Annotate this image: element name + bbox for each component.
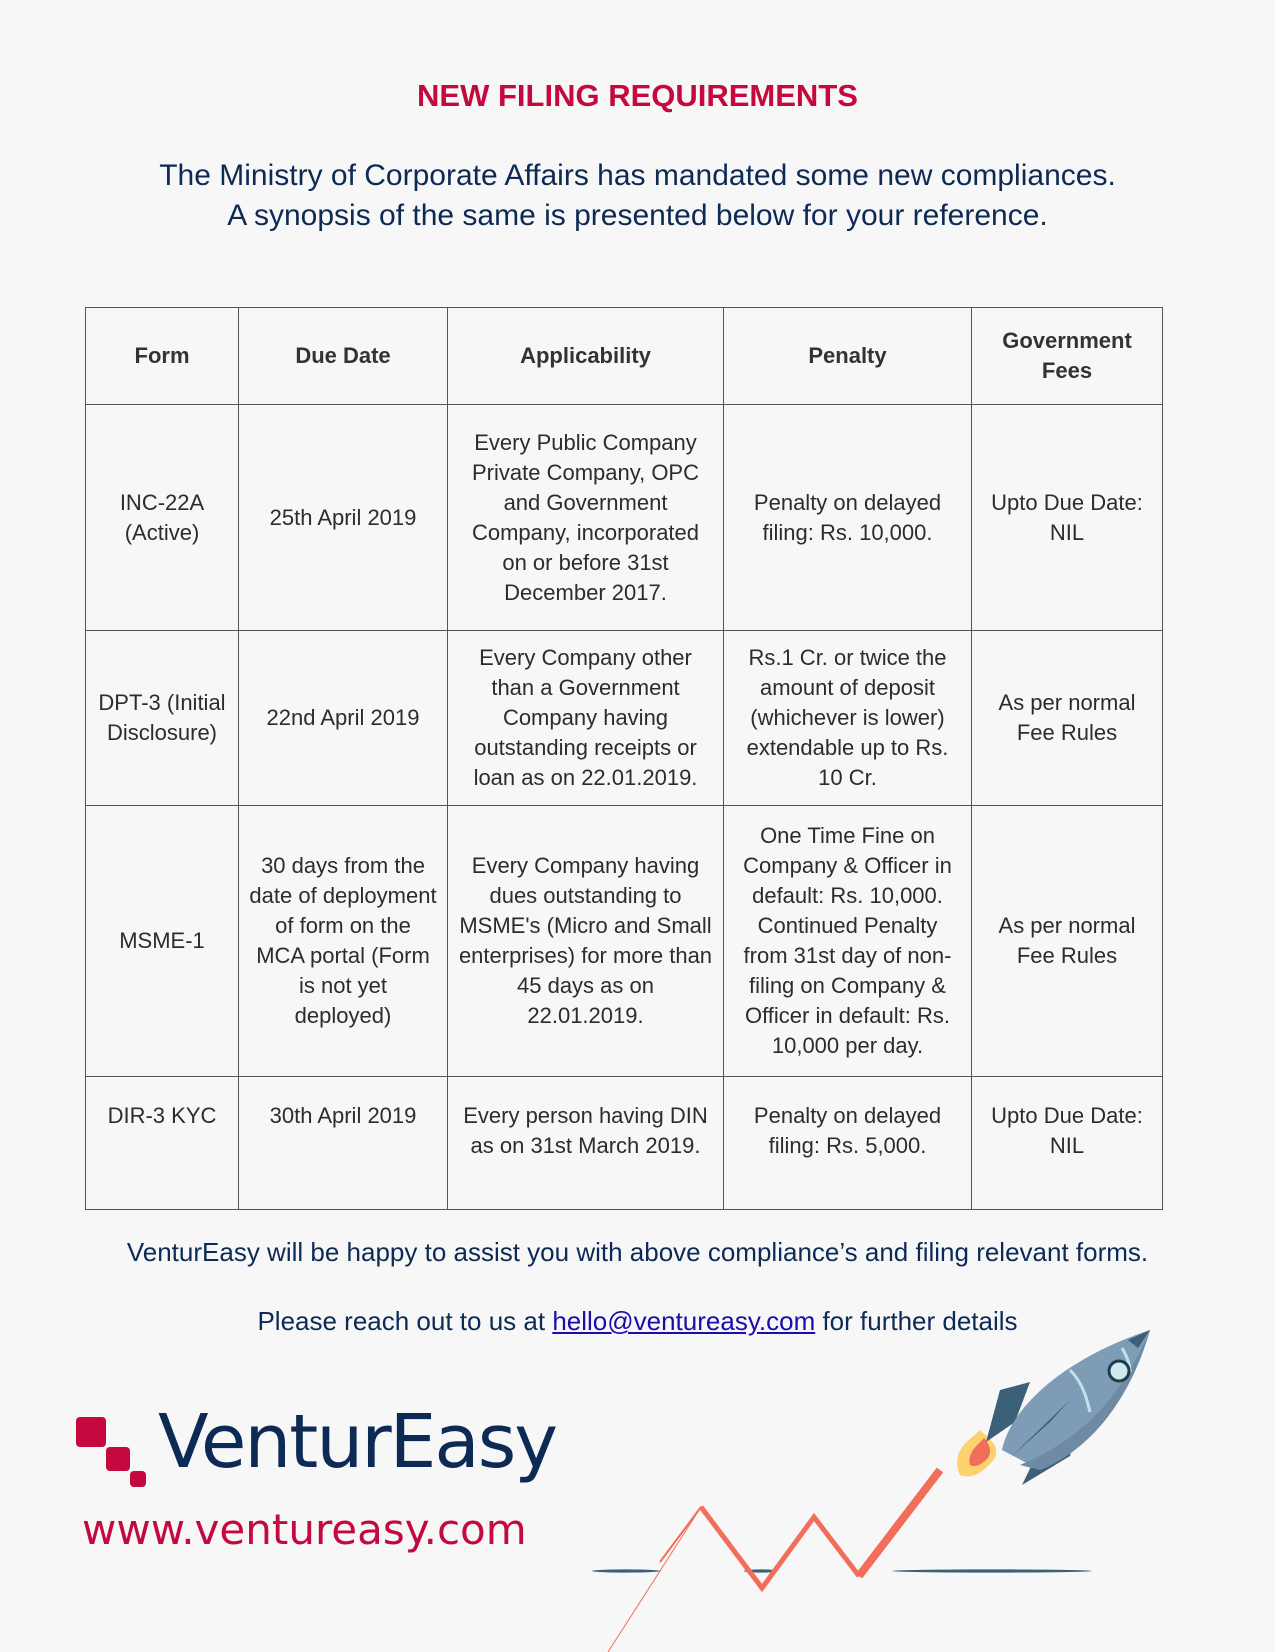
column-header-applicability: Applicability	[448, 308, 724, 405]
column-header-government-fees: Government Fees	[972, 308, 1163, 405]
cell-form: DIR-3 KYC	[86, 1077, 239, 1210]
cell-fees: Upto Due Date: NIL	[972, 1077, 1163, 1210]
rocket-growth-graphic	[580, 1330, 1275, 1652]
table-row	[86, 806, 1163, 1077]
column-header-penalty: Penalty	[724, 308, 972, 405]
cell-fees: Upto Due Date: NIL	[972, 405, 1163, 631]
email-link[interactable]: hello@ventureasy.com	[552, 1306, 816, 1336]
cell-form: INC-22A (Active)	[86, 405, 239, 631]
column-header-form: Form	[86, 308, 239, 405]
brand-website: www.ventureasy.com	[82, 1505, 527, 1554]
cell-form: MSME-1	[86, 806, 239, 1077]
cell-applicability: Every Company other than a Government Company having outstanding receipts or loan as on 22.01.2019.	[448, 631, 724, 806]
cell-fees: As per normal Fee Rules	[972, 806, 1163, 1077]
cell-penalty: Penalty on delayed filing: Rs. 10,000.	[724, 405, 972, 631]
intro-line-2: A synopsis of the same is presented below for your reference.	[227, 199, 1048, 232]
cell-form: DPT-3 (Initial Disclosure)	[86, 631, 239, 806]
contact-suffix: for further details	[815, 1306, 1018, 1336]
cell-penalty: One Time Fine on Company & Officer in default: Rs. 10,000. Continued Penalty from 31st day of non-filing on Company & Officer in default: Rs. 10,000 per day.	[724, 806, 972, 1077]
cell-applicability: Every Public Company Private Company, OPC and Government Company, incorporated on or before 31st December 2017.	[448, 405, 724, 631]
column-header-due-date: Due Date	[239, 308, 448, 405]
table-row	[86, 405, 1163, 631]
intro-line-1: The Ministry of Corporate Affairs has mandated some new compliances.	[159, 159, 1116, 192]
cell-due-date: 25th April 2019	[239, 405, 448, 631]
filing-requirements-table	[85, 307, 1163, 1210]
contact-prefix: Please reach out to us at	[257, 1306, 553, 1336]
cell-applicability: Every Company having dues outstanding to MSME's (Micro and Small enterprises) for more than 45 days as on 22.01.2019.	[448, 806, 724, 1077]
horizon-line-icon	[592, 1569, 1092, 1572]
page-title: NEW FILING REQUIREMENTS	[417, 78, 858, 113]
brand-name: VenturEasy	[158, 1399, 557, 1485]
cell-due-date: 22nd April 2019	[239, 631, 448, 806]
cell-penalty: Rs.1 Cr. or twice the amount of deposit (whichever is lower) extendable up to Rs. 10 Cr.	[724, 631, 972, 806]
rocket-icon	[957, 1330, 1150, 1485]
table-row	[86, 631, 1163, 806]
logo-squares-icon	[76, 1417, 151, 1492]
trend-line-icon	[608, 1470, 940, 1652]
cell-penalty: Penalty on delayed filing: Rs. 5,000.	[724, 1077, 972, 1210]
intro-text	[0, 156, 1275, 236]
cell-fees: As per normal Fee Rules	[972, 631, 1163, 806]
table-row	[86, 1077, 1163, 1210]
cell-due-date: 30 days from the date of deployment of form on the MCA portal (Form is not yet deployed)	[239, 806, 448, 1077]
table-header-row	[86, 308, 1163, 405]
cell-applicability: Every person having DIN as on 31st March 2019.	[448, 1077, 724, 1210]
assist-text: VenturEasy will be happy to assist you with above compliance’s and filing relevant forms.	[126, 1237, 1149, 1267]
cell-due-date: 30th April 2019	[239, 1077, 448, 1210]
